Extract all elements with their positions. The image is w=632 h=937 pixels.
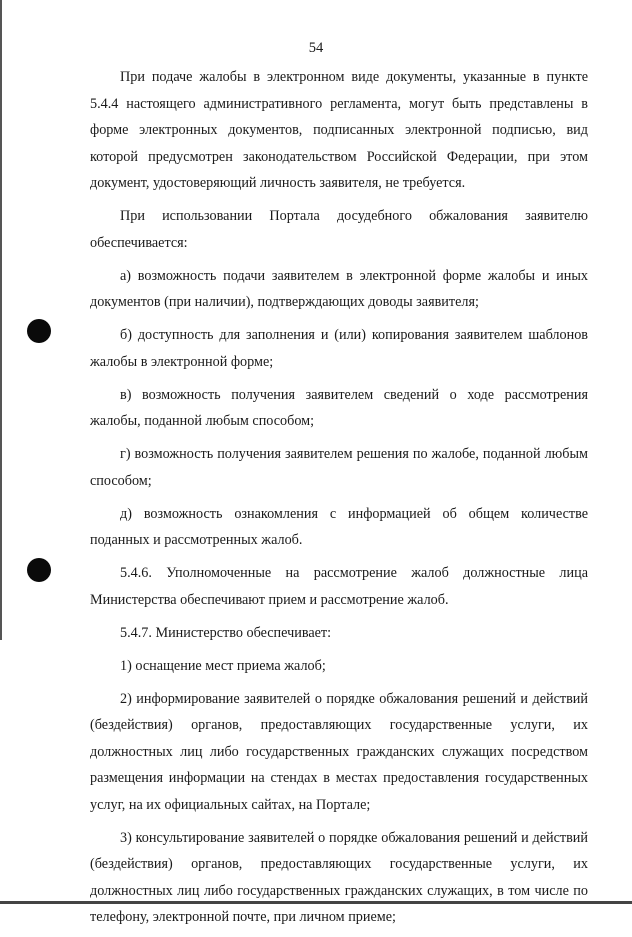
paragraph-electronic-submission: При подаче жалобы в электронном виде документы, указанные в пункте 5.4.4 настоящего административного регламента, могут быть представлены в форме электронных документов, подписанных электронной подписью, вид которой предусмотрен законодательством Российской Федерации, при этом документ, удостоверяющий личность заявителя, не требуется. <box>90 69 588 191</box>
list-item-v: в) возможность получения заявителем сведений о ходе рассмотрения жалобы, поданной любым способом; <box>90 386 588 429</box>
list-item-b: б) доступность для заполнения и (или) копирования заявителем шаблонов жалобы в электронной форме; <box>90 327 588 370</box>
page-number: 54 <box>308 40 324 56</box>
clause-5-4-6: 5.4.6. Уполномоченные на рассмотрение жалоб должностные лица Министерства обеспечивают прием и рассмотрение жалоб. <box>90 565 588 608</box>
list-item-g: г) возможность получения заявителем решения по жалобе, поданной любым способом; <box>90 446 588 489</box>
list-item-a: а) возможность подачи заявителем в электронной форме жалобы и иных документов (при наличии), подтверждающих доводы заявителя; <box>90 267 588 310</box>
list-item-2: 2) информирование заявителей о порядке обжалования решений и действий (бездействия) органов, предоставляющих государственные услуги, их должностных лиц либо государственных гражданских служащих посредством размещения информации на стендах в местах предоставления государственных услуг, на их официальных сайтах, на Портале; <box>90 690 588 813</box>
clause-5-4-7: 5.4.7. Министерство обеспечивает: <box>120 624 332 641</box>
punch-hole-upper <box>27 319 51 343</box>
punch-hole-lower <box>27 558 51 582</box>
paragraph-portal-intro: При использовании Портала досудебного обжалования заявителю обеспечивается: <box>90 208 588 251</box>
list-item-3: 3) консультирование заявителей о порядке обжалования решений и действий (бездействия) органов, предоставляющих государственные услуги, их должностных лиц либо государственных гражданских служащих, в том числе по телефону, электронной почте, при личном приеме; <box>90 829 588 925</box>
scan-edge-left <box>0 0 2 640</box>
list-item-1: 1) оснащение мест приема жалоб; <box>120 657 326 674</box>
list-item-d: д) возможность ознакомления с информацией об общем количестве поданных и рассмотренных жалоб. <box>90 505 588 548</box>
document-body <box>90 64 588 937</box>
